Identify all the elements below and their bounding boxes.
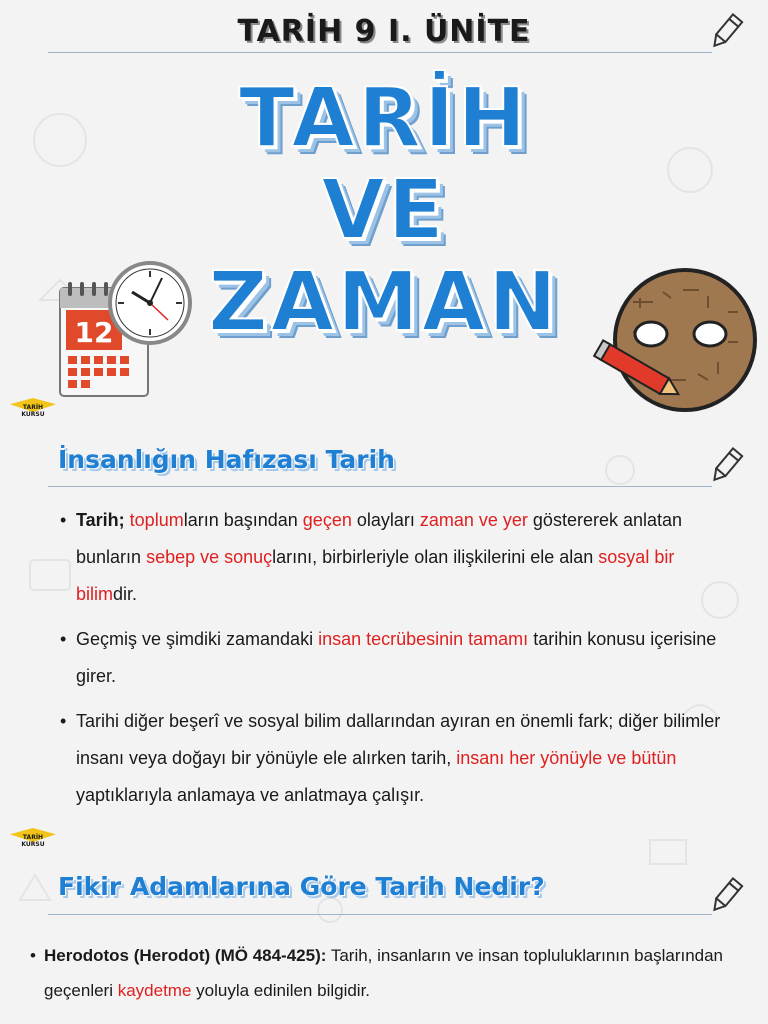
text-run: yoluyla edinilen bilgidir. (191, 981, 371, 1000)
text-run: olayları (351, 510, 420, 530)
text-run: Tarihi diğer beşerî ve sosyal bilim dallarından ayıran en önemli fark; diğer bilimler insanı veya doğayı bir yönüyle ele alırken tarih, (76, 711, 721, 768)
bullet-item (30, 938, 730, 1008)
text-run: larını, birbirleriyle olan ilişkilerini ele alan (272, 547, 599, 567)
text-run: Tarih, insanların ve insan topluluklarının başlarından geçenleri (44, 946, 724, 1000)
badge-line-2: KURSU (21, 841, 45, 848)
pencil-icon (706, 876, 746, 916)
bullet-item (58, 502, 728, 613)
badge-line-2: KURSU (21, 411, 45, 418)
pencil-icon (706, 446, 746, 486)
highlighted-text: kaydetme (117, 981, 192, 1000)
title-line-1: TARİH (238, 71, 530, 166)
pencil-icon (706, 12, 746, 52)
highlighted-text: sebep ve sonuç (146, 547, 273, 567)
title-line-2: VE (321, 163, 447, 258)
badge-line-1: TARİH (22, 404, 44, 411)
countryball-illustration (588, 262, 760, 422)
section-divider (48, 914, 712, 915)
section-divider (48, 486, 712, 487)
bullet-item (58, 703, 728, 814)
highlighted-text: sosyal bir bilim (76, 547, 675, 604)
bullet-item (58, 621, 728, 695)
title-line-3: ZAMAN (208, 255, 560, 350)
text-run: tarihin konusu içerisine girer. (76, 629, 717, 686)
unit-title: TARİH 9 I. ÜNİTE (237, 14, 531, 49)
text-run: Geçmiş ve şimdiki zamandaki (76, 629, 319, 649)
calendar-clock-icon (50, 258, 200, 408)
highlighted-text: zaman ve yer (419, 510, 528, 530)
highlighted-text: insanı her yönüyle ve bütün (456, 748, 677, 768)
section-title-insanligin-hafizasi: İnsanlığın Hafızası Tarih (58, 445, 395, 474)
section2-bullets (30, 938, 730, 1008)
section1-bullets (58, 502, 728, 814)
badge-line-1: TARİH (22, 834, 44, 841)
bold-term: Tarih; (76, 510, 130, 530)
highlighted-text: geçen (302, 510, 352, 530)
text-run: ların başından (183, 510, 303, 530)
highlighted-text: toplum (129, 510, 184, 530)
text-run: göstererek anlatan bunların (76, 510, 683, 567)
tarih-kursu-badge (10, 398, 56, 426)
section-title-fikir-adamlari: Fikir Adamlarına Göre Tarih Nedir? (58, 872, 545, 901)
text-run: dir. (113, 584, 138, 604)
tarih-kursu-badge (10, 828, 56, 856)
calendar-day: 12 (74, 316, 114, 349)
bold-term: Herodotos (Herodot) (MÖ 484-425): (44, 946, 327, 965)
header-divider (48, 52, 712, 53)
text-run: yaptıklarıyla anlamaya ve anlatmaya çalışır. (76, 785, 425, 805)
highlighted-text: insan tecrübesinin tamamı (318, 629, 529, 649)
